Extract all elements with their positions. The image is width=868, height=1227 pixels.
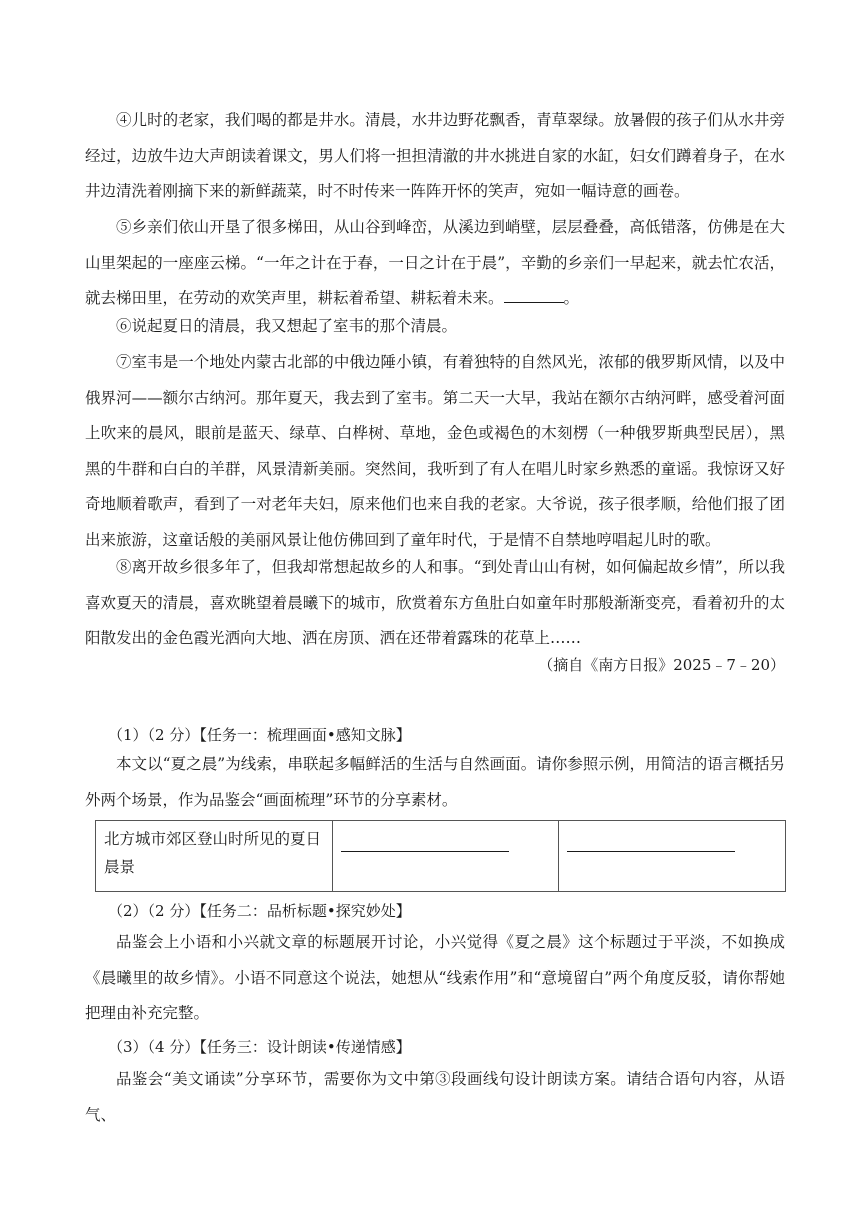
question-3-body: 品鉴会“美文诵读”分享环节，需要你为文中第③段画线句设计朗读方案。请结合语句内容，从语气、 — [85, 1070, 785, 1124]
paragraph-6: ⑥说起夏日的清晨，我又想起了室韦的那个清晨。 — [116, 317, 458, 335]
answer-cell-1[interactable] — [332, 821, 559, 892]
question-3-heading: （3）（4 分）【任务三：设计朗读•传递情感】 — [108, 1038, 411, 1056]
paragraph-5 — [85, 210, 785, 317]
question-2-heading: （2）（2 分）【任务二：品析标题•探究妙处】 — [108, 902, 411, 920]
paragraph-8: ⑧离开故乡很多年了，但我却常想起故乡的人和事。“到处青山山有树，如何偏起故乡情”，所以我喜欢夏天的清晨，喜欢眺望着晨曦下的城市，欣赏着东方鱼肚白如童年时那般渐渐变亮，看着初升的太阳散发出的金色霞光洒向大地、洒在房顶、洒在还带着露珠的花草上…… — [85, 558, 785, 647]
source-citation: （摘自《南方日报》2025﹣7﹣20） — [538, 656, 785, 674]
paragraph-5-end: 。 — [563, 289, 580, 307]
answer-line-2[interactable] — [567, 833, 735, 852]
table-row — [96, 821, 786, 892]
paragraph-4: ④儿时的老家，我们喝的都是井水。清晨，水井边野花飘香，青草翠绿。放暑假的孩子们从水井旁经过，边放牛边大声朗读着课文，男人们将一担担清澈的井水挑进自家的水缸，妇女们蹲着身子，在水井边清洗着刚摘下来的新鲜蔬菜，时不时传来一阵阵开怀的笑声，宛如一幅诗意的画卷。 — [85, 111, 785, 200]
answer-line-1[interactable] — [341, 833, 509, 852]
paragraph-5-text: ⑤乡亲们依山开垦了很多梯田，从山谷到峰峦，从溪边到峭壁，层层叠叠，高低错落，仿佛是在大山里架起的一座座云梯。“一年之计在于春，一日之计在于晨”，辛勤的乡亲们一早起来，就去忙农活，就去梯田里，在劳动的欢笑声里，耕耘着希望、耕耘着未来。 — [85, 218, 785, 307]
question-1-body: 本文以“夏之晨”为线索，串联起多幅鲜活的生活与自然画面。请你参照示例，用简洁的语言概括另外两个场景，作为品鉴会“画面梳理”环节的分享素材。 — [85, 755, 785, 809]
scene-summary-table — [95, 820, 786, 892]
example-cell: 北方城市郊区登山时所见的夏日晨景 — [96, 821, 333, 892]
fill-in-blank[interactable] — [504, 288, 564, 303]
paragraph-7: ⑦室韦是一个地处内蒙古北部的中俄边陲小镇，有着独特的自然风光，浓郁的俄罗斯风情，以及中俄界河——额尔古纳河。那年夏天，我去到了室韦。第二天一大早，我站在额尔古纳河畔，感受着河面上吹来的晨风，眼前是蓝天、绿草、白桦树、草地，金色或褐色的木刻楞（一种俄罗斯典型民居），黑黑的牛群和白白的羊群，风景清新美丽。突然间，我听到了有人在唱儿时家乡熟悉的童谣。我惊讶又好奇地顺着歌声，看到了一对老年夫妇，原来他们也来自我的老家。大爷说，孩子很孝顺，给他们报了团出来旅游，这童话般的美丽风景让他仿佛回到了童年时代，于是情不自禁地哼唱起儿时的歌。 — [85, 353, 785, 549]
question-1-heading: （1）（2 分）【任务一：梳理画面•感知文脉】 — [108, 726, 411, 744]
answer-cell-2[interactable] — [559, 821, 786, 892]
question-2-body: 品鉴会上小语和小兴就文章的标题展开讨论，小兴觉得《夏之晨》这个标题过于平淡，不如换成《晨曦里的故乡情》。小语不同意这个说法，她想从“线索作用”和“意境留白”两个角度反驳，请你帮她把理由补充完整。 — [85, 933, 785, 1022]
